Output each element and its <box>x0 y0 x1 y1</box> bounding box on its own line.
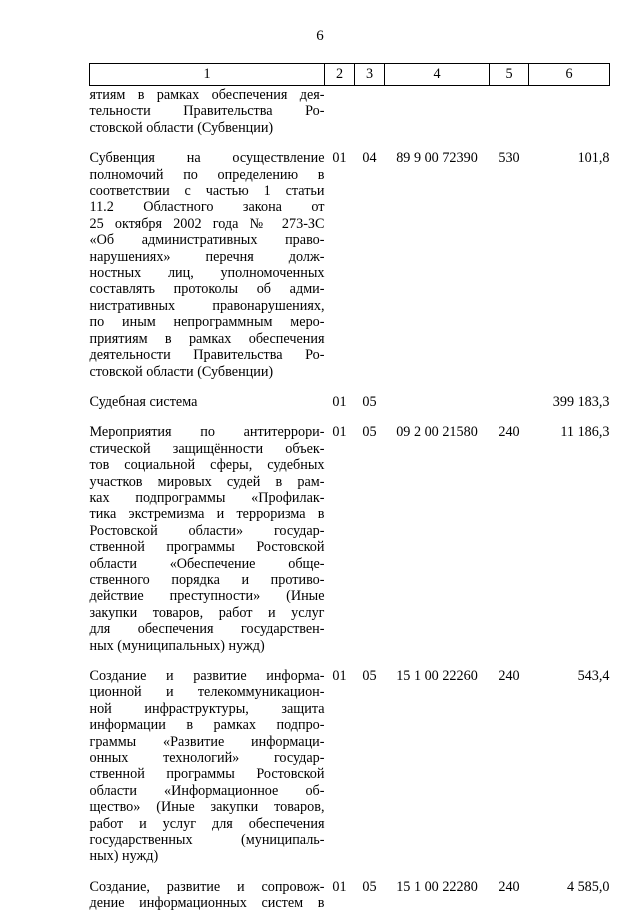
table-row <box>90 394 610 410</box>
subsection-code: 04 <box>362 150 377 167</box>
description-line: нистративных правонарушениях, <box>89 297 325 314</box>
target-article-code <box>385 394 490 410</box>
expense-type-code: 530 <box>498 150 520 167</box>
description-line: полномочий по определению в <box>89 166 325 183</box>
row-description <box>90 86 325 137</box>
description-line: Ростовской области» государ- <box>89 522 325 539</box>
description-line: тика экстремизма и терроризма в <box>89 506 325 523</box>
description-line: ках подпрограммы «Профилак- <box>89 489 325 506</box>
description-line: участков мировых судей в рам- <box>89 473 325 490</box>
expense-type-code: 240 <box>498 668 520 684</box>
section-code: 01 <box>332 878 347 895</box>
row-spacer-cell <box>90 136 610 150</box>
target-article-code: 09 2 00 21580 <box>396 424 478 441</box>
description-line: соответствии с частью 1 статьи <box>89 183 325 200</box>
description-line: составлять протоколы об адми- <box>89 281 325 298</box>
row-description <box>90 394 325 410</box>
description-line: Субвенция на осуществление <box>89 150 325 167</box>
description-line: ной инфраструктуры, защита <box>89 700 325 717</box>
description-line: ционной и телекоммуникацион- <box>89 684 325 701</box>
row-spacer <box>90 380 610 394</box>
column-header: 4 <box>385 64 490 86</box>
description-line: 25 октября 2002 года № 273-ЗС <box>89 215 325 232</box>
subsection-code: 05 <box>362 393 377 410</box>
description-line: ных) нужд) <box>89 848 159 865</box>
description-line: щество» (Иные закупки товаров, <box>89 799 325 816</box>
row-spacer-cell <box>90 380 610 394</box>
description-line: Судебная система <box>89 393 198 410</box>
expense-type-code <box>490 394 529 410</box>
column-header: 3 <box>355 64 385 86</box>
amount-value: 399 183,3 <box>552 393 610 410</box>
page-number: 6 <box>316 28 324 44</box>
table-header-row <box>90 64 610 86</box>
section-code: 01 <box>332 393 347 410</box>
description-line: стовской области (Субвенции) <box>89 363 274 380</box>
amount-value <box>529 86 610 137</box>
column-header: 1 <box>90 64 325 86</box>
row-description <box>90 668 325 865</box>
row-spacer <box>90 136 610 150</box>
row-spacer-cell <box>90 654 610 668</box>
row-spacer <box>90 410 610 424</box>
description-line: ных (муниципальных) нужд) <box>89 637 265 654</box>
description-line: ственного порядка и противо- <box>89 571 325 588</box>
description-line: нарушениях» перечня долж- <box>89 248 325 265</box>
expense-type-code: 240 <box>498 424 520 441</box>
row-spacer <box>90 865 610 879</box>
table-row <box>90 86 610 137</box>
description-line: Создание и развитие информа- <box>89 668 325 684</box>
description-line: деятельности Правительства Ро- <box>89 347 325 364</box>
table-row <box>90 150 610 380</box>
description-line: дение информационных систем в <box>89 895 325 912</box>
subsection-code: 05 <box>362 878 377 895</box>
description-line: государственных (муниципаль- <box>89 832 325 849</box>
description-line: онных технологий» государ- <box>89 750 325 767</box>
column-header: 5 <box>490 64 529 86</box>
description-line: граммы «Развитие информаци- <box>89 733 325 750</box>
expense-type-code: 240 <box>498 878 520 895</box>
budget-table <box>89 63 610 912</box>
target-article-code: 15 1 00 22260 <box>396 668 478 684</box>
description-line: приятиям в рамках обеспечения <box>89 330 325 347</box>
target-article-code: 89 9 00 72390 <box>396 150 478 167</box>
amount-value: 543,4 <box>577 668 610 684</box>
description-line: 11.2 Областного закона от <box>89 199 325 216</box>
amount-value: 4 585,0 <box>566 878 610 895</box>
column-header: 2 <box>325 64 355 86</box>
table-row <box>90 879 610 912</box>
section-code: 01 <box>332 424 347 441</box>
section-code <box>325 86 355 137</box>
description-line: информации в рамках подпро- <box>89 717 325 734</box>
amount-value: 11 186,3 <box>560 424 610 441</box>
description-line: Мероприятия по антитеррори- <box>89 424 325 441</box>
description-line: работ и услуг для обеспечения <box>89 815 325 832</box>
description-line: ственной программы Ростовской <box>89 766 325 783</box>
expense-type-code <box>490 86 529 137</box>
description-line: по иным непрограммным меро- <box>89 314 325 331</box>
subsection-code: 05 <box>362 668 377 684</box>
table-row <box>90 668 610 865</box>
description-line: действие преступности» (Иные <box>89 588 325 605</box>
row-spacer <box>90 654 610 668</box>
table-row <box>90 424 610 654</box>
description-line: тов социальной сферы, судебных <box>89 457 325 474</box>
row-spacer-cell <box>90 865 610 879</box>
description-line: ятиям в рамках обеспечения дея- <box>89 87 325 103</box>
section-code: 01 <box>332 668 347 684</box>
description-line: «Об административных право- <box>89 232 325 249</box>
row-description <box>90 150 325 380</box>
description-line: области «Информационное об- <box>89 782 325 799</box>
description-line: ностных лиц, уполномоченных <box>89 265 325 282</box>
row-description <box>90 424 325 654</box>
target-article-code: 15 1 00 22280 <box>396 878 478 895</box>
description-line: области «Обеспечение обще- <box>89 555 325 572</box>
description-line: тельности Правительства Ро- <box>89 103 325 120</box>
description-line: стической защищённости объек- <box>89 440 325 457</box>
row-description <box>90 879 325 912</box>
description-line: стовской области (Субвенции) <box>89 119 274 136</box>
description-line: закупки товаров, работ и услуг <box>89 604 325 621</box>
description-line: для обеспечения государствен- <box>89 621 325 638</box>
subsection-code <box>355 86 385 137</box>
target-article-code <box>385 86 490 137</box>
column-header: 6 <box>529 64 610 86</box>
description-line: Создание, развитие и сопровож- <box>89 878 325 895</box>
amount-value: 101,8 <box>577 150 610 167</box>
row-spacer-cell <box>90 410 610 424</box>
subsection-code: 05 <box>362 424 377 441</box>
description-line: ственной программы Ростовской <box>89 539 325 556</box>
section-code: 01 <box>332 150 347 167</box>
